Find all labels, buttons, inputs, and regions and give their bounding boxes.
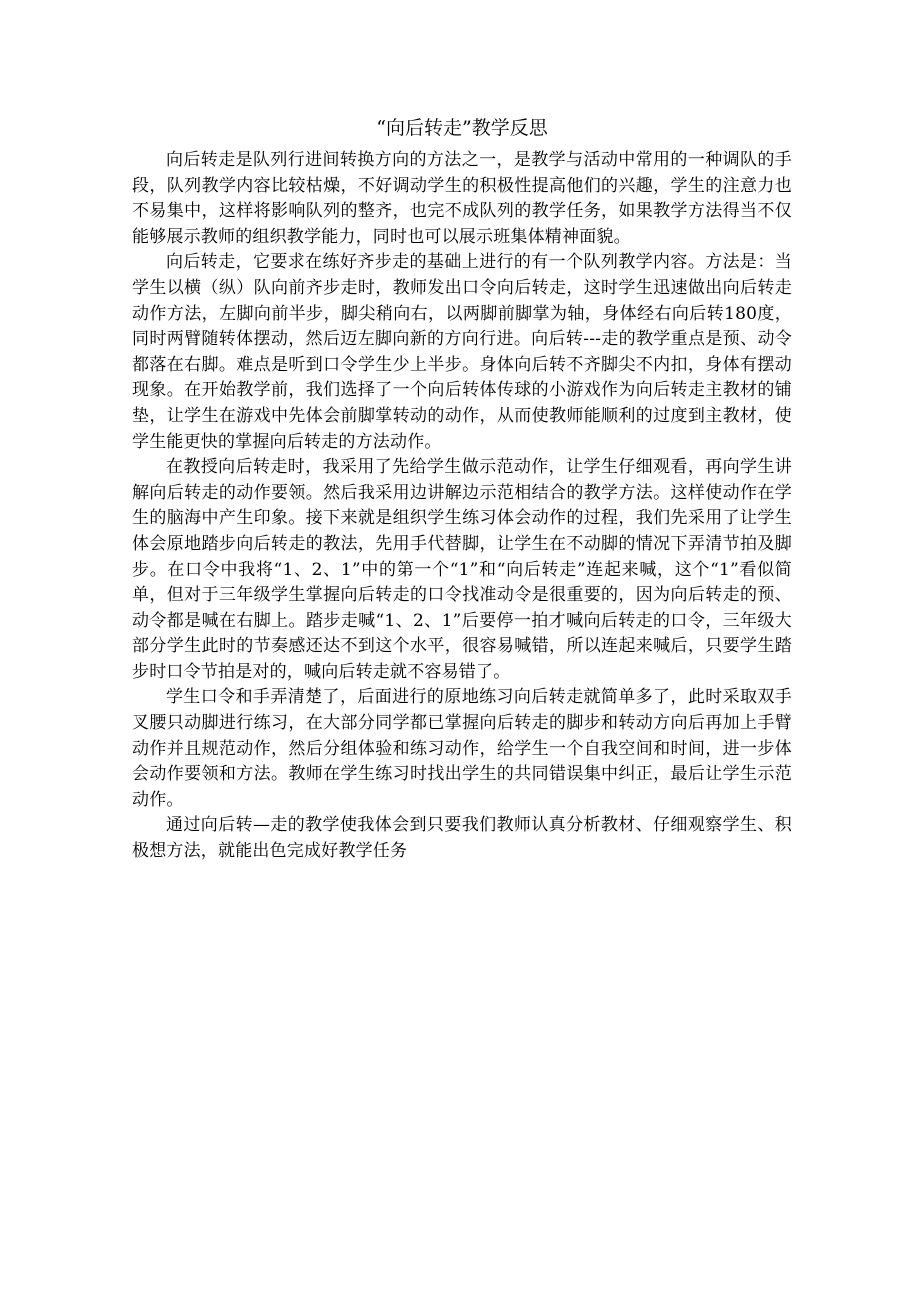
paragraph-4: 学生口令和手弄清楚了，后面进行的原地练习向后转走就简单多了，此时采取双手叉腰只动脚进行练习，在大部分同学都已掌握向后转走的脚步和转动方向后再加上手臂动作并且规范动作，然后分组体验和练习动作，给学生一个自我空间和时间，进一步体会动作要领和方法。教师在学生练习时找出学生的共同错误集中纠正，最后让学生示范动作。 <box>132 687 792 810</box>
document-title: “向后转走”教学反思 <box>376 117 548 139</box>
document-page <box>132 114 792 865</box>
paragraph-2: 向后转走，它要求在练好齐步走的基础上进行的有一个队列教学内容。方法是：当学生以横（纵）队向前齐步走时，教师发出口令向后转走，这时学生迅速做出向后转走动作方法，左脚向前半步，脚尖稍向右，以两脚前脚掌为轴，身体经右向后转180度，同时两臂随转体摆动，然后迈左脚向新的方向行进。向后转---走的教学重点是预、动令都落在右脚。难点是听到口令学生少上半步。身体向后转不齐脚尖不内扣，身体有摆动现象。在开始教学前，我们选择了一个向后转体传球的小游戏作为向后转走主教材的铺垫，让学生在游戏中先体会前脚掌转动的动作，从而使教师能顺利的过度到主教材，使学生能更快的掌握向后转走的方法动作。 <box>132 252 792 452</box>
paragraph-1: 向后转走是队列行进间转换方向的方法之一，是教学与活动中常用的一种调队的手段，队列教学内容比较枯燥，不好调动学生的积极性提高他们的兴趣，学生的注意力也不易集中，这样将影响队列的整齐，也完不成队列的教学任务，如果教学方法得当不仅能够展示教师的组织教学能力，同时也可以展示班集体精神面貌。 <box>132 150 792 247</box>
paragraph-3: 在教授向后转走时，我采用了先给学生做示范动作，让学生仔细观看，再向学生讲解向后转走的动作要领。然后我采用边讲解边示范相结合的教学方法。这样使动作在学生的脑海中产生印象。接下来就是组织学生练习体会动作的过程，我们先采用了让学生体会原地踏步向后转走的教法，先用手代替脚，让学生在不动脚的情况下弄清节拍及脚步。在口令中我将“1、2、1”中的第一个“1”和“向后转走”连起来喊，这个“1”看似简单，但对于三年级学生掌握向后转走的口令找准动令是很重要的，因为向后转走的预、动令都是喊在右脚上。踏步走喊“1、2、1”后要停一拍才喊向后转走的口令，三年级大部分学生此时的节奏感还达不到这个水平，很容易喊错，所以连起来喊后，只要学生踏步时口令节拍是对的，喊向后转走就不容易错了。 <box>132 457 792 682</box>
paragraph-5: 通过向后转—走的教学使我体会到只要我们教师认真分析教材、仔细观察学生、积极想方法，就能出色完成好教学任务 <box>132 815 792 862</box>
